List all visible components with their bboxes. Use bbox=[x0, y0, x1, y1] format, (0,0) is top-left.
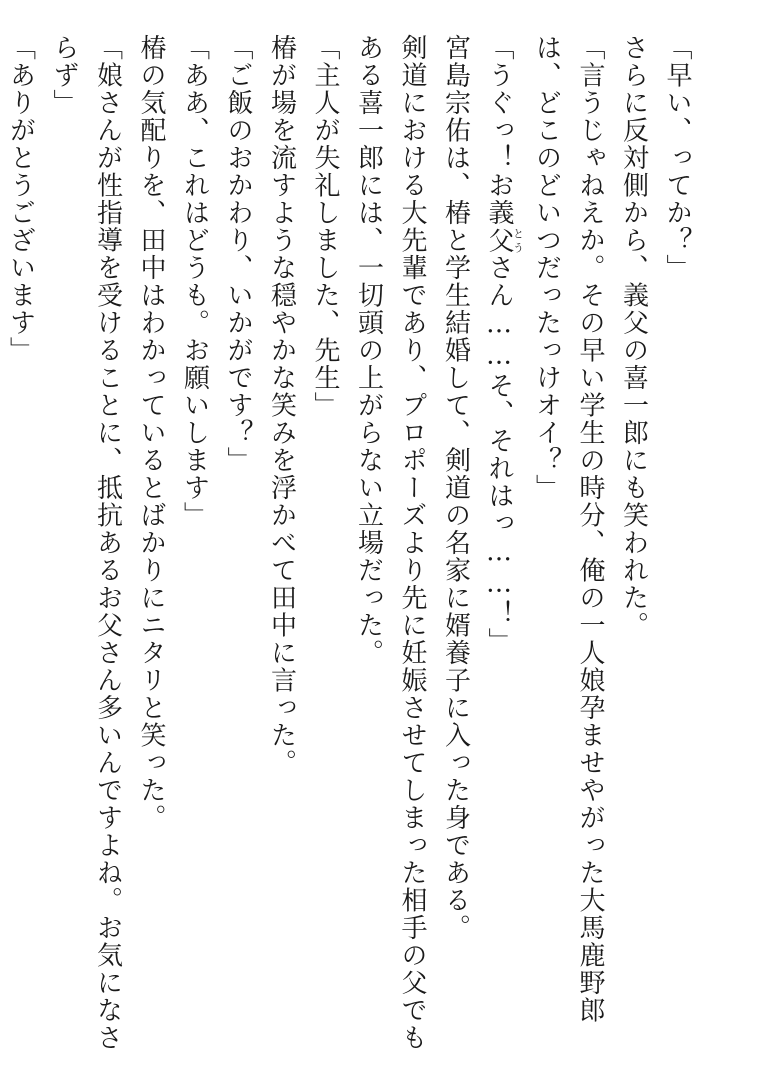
text-line-11: 椿の気配りを、田中はわかっているとばかりにニタリと笑った。 bbox=[136, 34, 166, 832]
text-line-9: 「ご飯のおかわり、いかがです？」 bbox=[223, 34, 253, 474]
text-line-13: 「ありがとうございます」 bbox=[5, 34, 36, 364]
ruby-line-suffix: さん……そ、それはっ……！」 bbox=[484, 254, 514, 655]
text-line-1: 「早い、ってか？」 bbox=[662, 34, 692, 282]
vertical-text-body bbox=[0, 34, 698, 1054]
text-line-3: 「言うじゃねえか。その早い学生の時分、俺の一人娘孕ませやがった大馬鹿野郎は、どこのどいつだったっけオイ？」 bbox=[531, 34, 605, 1024]
text-line-8: 椿が場を流すような穏やかな笑みを浮かべて田中に言った。 bbox=[266, 34, 297, 777]
text-line-2: さらに反対側から、義父の喜一郎にも笑われた。 bbox=[618, 34, 649, 639]
text-line-5: 宮島宗佑は、椿と学生結婚して、剣道の名家に婿養子に入った身である。 bbox=[440, 34, 471, 942]
ruby-line-prefix: 「うぐっ！お義 bbox=[484, 34, 514, 227]
text-line-7: 「主人が失礼しました、先生」 bbox=[310, 34, 340, 419]
text-line-10: 「ああ、これはどうも。お願いします」 bbox=[179, 34, 210, 529]
ruby-father: 父とう bbox=[484, 226, 525, 254]
text-line-12: 「娘さんが性指導を受けることに、抵抗あるお父さん多いんですよね。お気になさらず」 bbox=[49, 34, 123, 1052]
text-line-4 bbox=[477, 34, 525, 1054]
text-line-6: 剣道における大先輩であり、プロポーズより先に妊娠させてしまった相手の父でもある喜一郎には、一切頭の上がらない立場だった。 bbox=[353, 34, 427, 1052]
